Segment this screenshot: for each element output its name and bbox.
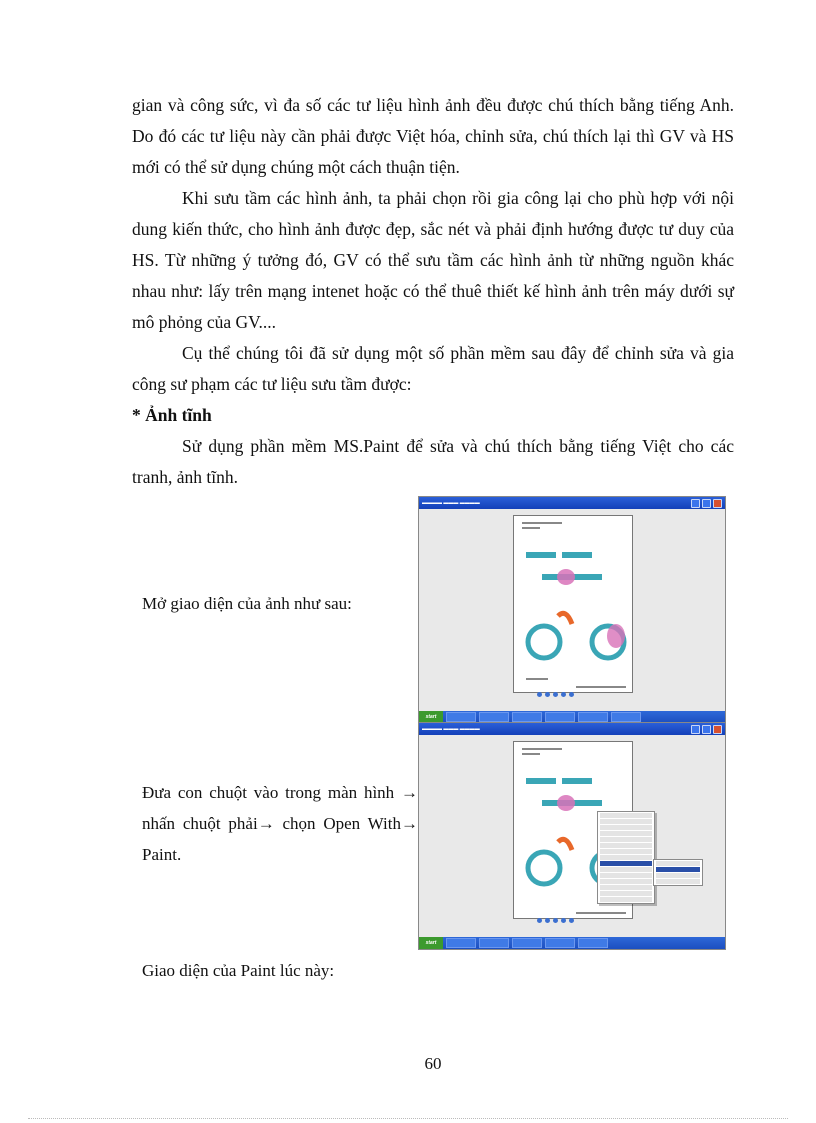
window-buttons [691, 499, 722, 508]
screenshot-image-viewer [418, 496, 726, 724]
taskbar-item[interactable] [479, 712, 509, 722]
taskbar-item[interactable] [545, 712, 575, 722]
page-bottom-rule [28, 1118, 788, 1119]
screenshot-context-menu [418, 722, 726, 950]
viewer-nav-controls[interactable] [537, 918, 574, 923]
caption-right-click: Đưa con chuột vào trong màn hình → nhấn chuột phải→ chọn Open With→ Paint. [142, 783, 418, 864]
section-heading: * Ảnh tĩnh [132, 405, 212, 425]
dna-diagram-illustration [514, 516, 632, 692]
window-titlebar [419, 497, 725, 509]
context-menu[interactable] [597, 811, 655, 904]
paint-menu-item[interactable] [656, 867, 700, 872]
taskbar-item[interactable] [479, 938, 509, 948]
taskbar-item[interactable] [545, 938, 575, 948]
paragraph-2: Khi sưu tầm các hình ảnh, ta phải chọn rồi gia công lại cho phù hợp với nội dung kiến thức, cho hình ảnh được đẹp, sắc nét và phải định hướng được tư duy của HS. Từ những ý tưởng đó, GV có thể sưu tầm các hình ảnh từ những nguồn khác nhau như: lấy trên mạng intenet hoặc có thể thuê thiết kế hình ảnh trên máy dưới sự mô phỏng của GV.... [132, 188, 734, 332]
taskbar-item[interactable] [611, 712, 641, 722]
start-button[interactable]: start [419, 937, 443, 949]
viewer-area [419, 509, 725, 711]
taskbar-item[interactable] [578, 938, 608, 948]
taskbar [419, 937, 725, 949]
close-icon [713, 725, 722, 734]
taskbar-item[interactable] [446, 938, 476, 948]
window-buttons [691, 725, 722, 734]
close-icon [713, 499, 722, 508]
taskbar-item[interactable] [578, 712, 608, 722]
open-with-menu-item[interactable] [600, 861, 652, 866]
page-number: 60 [424, 1054, 442, 1073]
taskbar-item[interactable] [446, 712, 476, 722]
window-titlebar [419, 723, 725, 735]
viewer-nav-controls[interactable] [537, 692, 574, 697]
caption-paint-view: Giao diện của Paint lúc này: [142, 961, 335, 980]
minimize-icon [691, 499, 700, 508]
taskbar-item[interactable] [512, 712, 542, 722]
maximize-icon [702, 725, 711, 734]
maximize-icon [702, 499, 711, 508]
minimize-icon [691, 725, 700, 734]
document-preview [513, 515, 633, 693]
caption-open-view: Mở giao diện của ảnh như sau: [142, 594, 352, 613]
paragraph-3: Cụ thể chúng tôi đã sử dụng một số phần mềm sau đây để chỉnh sửa và gia công sư phạm các tư liệu sưu tầm được: [132, 343, 734, 394]
title-text-graphic: ▬▬▬▬ ▬▬▬ ▬▬▬▬ [422, 500, 480, 506]
paragraph-1: gian và công sức, vì đa số các tư liệu hình ảnh đều được chú thích bằng tiếng Anh. Do đó các tư liệu này cần phải được Việt hóa, chỉnh sửa, chú thích lại thì GV và HS mới có thể sử dụng chúng một cách thuận tiện. [132, 95, 734, 177]
viewer-area [419, 735, 725, 937]
start-button[interactable]: start [419, 711, 443, 723]
open-with-submenu[interactable] [653, 859, 703, 886]
title-text-graphic: ▬▬▬▬ ▬▬▬ ▬▬▬▬ [422, 726, 480, 732]
taskbar-item[interactable] [512, 938, 542, 948]
paragraph-4: Sử dụng phần mềm MS.Paint để sửa và chú thích bằng tiếng Việt cho các tranh, ảnh tĩnh. [132, 436, 734, 487]
